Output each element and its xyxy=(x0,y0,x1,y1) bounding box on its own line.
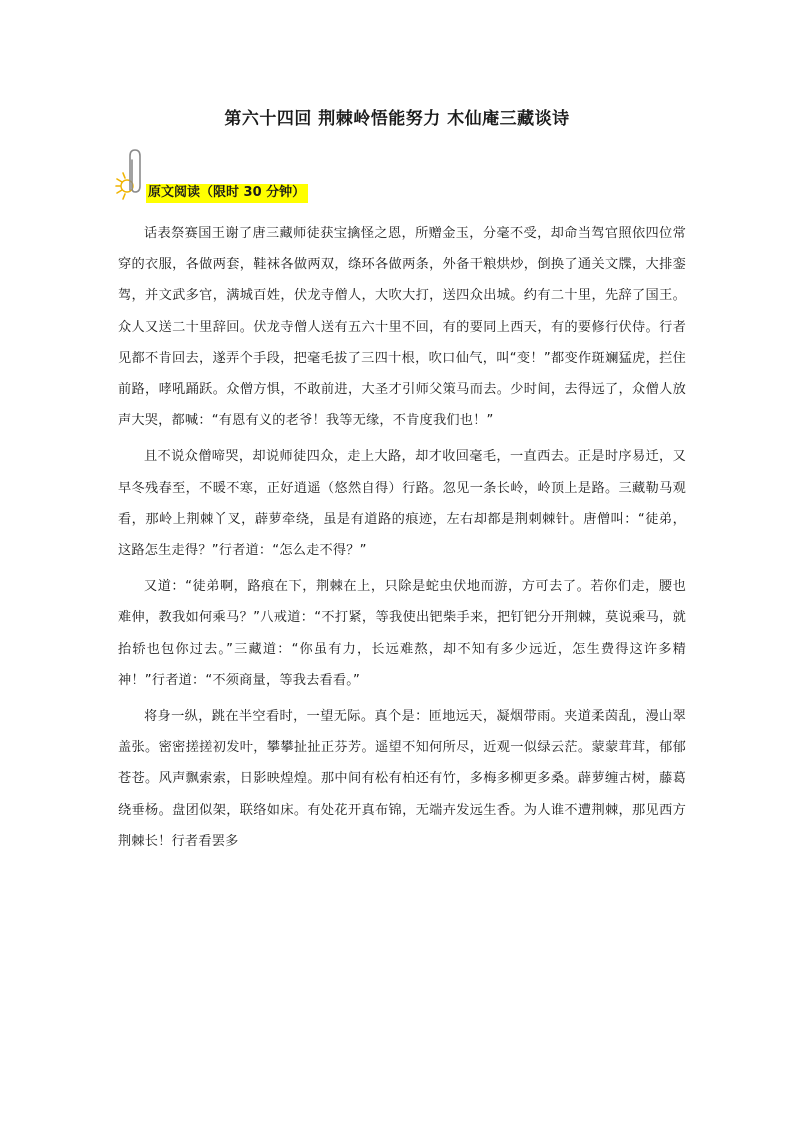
paragraph: 将身一纵，跳在半空看时，一望无际。真个是：匝地远天，凝烟带雨。夹道柔茵乱，漫山翠盖张。密密搓搓初发叶，攀攀扯扯正芬芳。遥望不知何所尽，近观一似绿云茫。蒙蒙茸茸，郁郁苍苍。风声飘索索，日影映煌煌。那中间有松有柏还有竹，多梅多柳更多桑。薜萝缠古树，藤葛绕垂杨。盘团似架，联络如床。有处花开真布锦，无端卉发远生香。为人谁不遭荆棘，那见西方荆棘长！行者看罢多 xyxy=(118,709,686,849)
body-text xyxy=(118,218,686,857)
paragraph: 话表祭赛国王谢了唐三藏师徒获宝擒怪之恩，所赠金玉，分毫不受，却命当驾官照依四位常穿的衣服，各做两套，鞋袜各做两双，绦环各做两条，外备干粮烘炒，倒换了通关文牒，大排銮驾，并文武多官，满城百姓，伏龙寺僧人，大吹大打，送四众出城。约有二十里，先辞了国王。众人又送二十里辞回。伏龙寺僧人送有五六十里不回，有的要同上西天，有的要修行伏侍。行者见都不肯回去，遂弄个手段，把毫毛拔了三四十根，吹口仙气，叫“变！”都变作斑斓猛虎，拦住前路，哮吼踊跃。众僧方惧，不敢前进，大圣才引师父策马而去。少时间，去得远了，众僧人放声大哭，都喊：“有恩有义的老爷！我等无缘，不肯度我们也！” xyxy=(118,226,686,429)
paragraph: 又道：“徒弟啊，路痕在下，荆棘在上，只除是蛇虫伏地而游，方可去了。若你们走，腰也难伸，教我如何乘马？”八戒道：“不打紧，等我使出钯柴手来，把钉钯分开荆棘，莫说乘马，就抬轿也包你过去。”三藏道：“你虽有力，长远难熬，却不知有多少远近，怎生费得这许多精神！”行者道：“不须商量，等我去看看。” xyxy=(118,579,686,688)
section-label: 原文阅读（限时 30 分钟） xyxy=(146,184,308,203)
chapter-title: 第六十四回 荆棘岭悟能努力 木仙庵三藏谈诗 xyxy=(224,109,570,129)
paragraph: 且不说众僧啼哭，却说师徒四众，走上大路，却才收回毫毛，一直西去。正是时序易迁，又早冬残春至，不暖不寒，正好逍遥（悠然自得）行路。忽见一条长岭，岭顶上是路。三藏勒马观看，那岭上荆棘丫叉，薜萝牵绕，虽是有道路的痕迹，左右却都是荆刺棘针。唐僧叫：“徒弟，这路怎生走得？”行者道：“怎么走不得？” xyxy=(118,449,686,559)
